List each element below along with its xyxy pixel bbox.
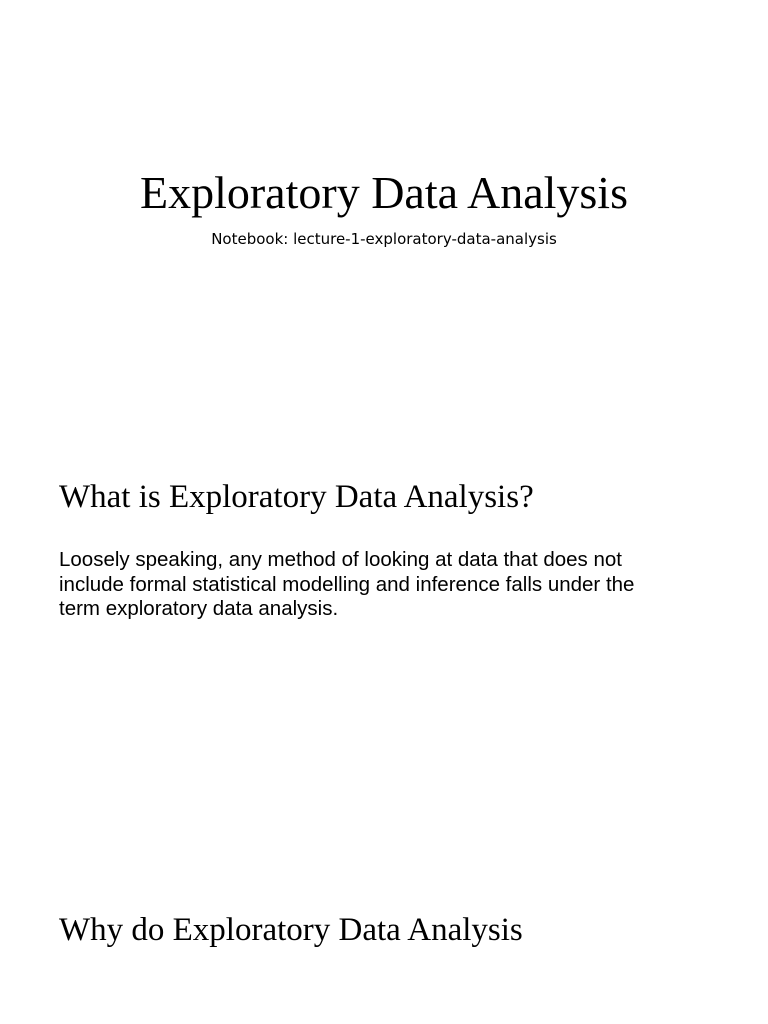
document-title: Exploratory Data Analysis (139, 167, 628, 218)
paragraph-line: Loosely speaking, any method of looking at data that does not (59, 548, 622, 571)
section-heading-what-is-eda: What is Exploratory Data Analysis? (59, 479, 534, 515)
section-heading-why-do-eda: Why do Exploratory Data Analysis (59, 912, 523, 948)
paragraph-line: term exploratory data analysis. (59, 597, 339, 620)
notebook-subtitle: Notebook: lecture-1-exploratory-data-analysis (211, 230, 557, 248)
paragraph-line: include formal statistical modelling and inference falls under the (59, 572, 635, 596)
section-paragraph-what-is-eda (59, 548, 719, 622)
